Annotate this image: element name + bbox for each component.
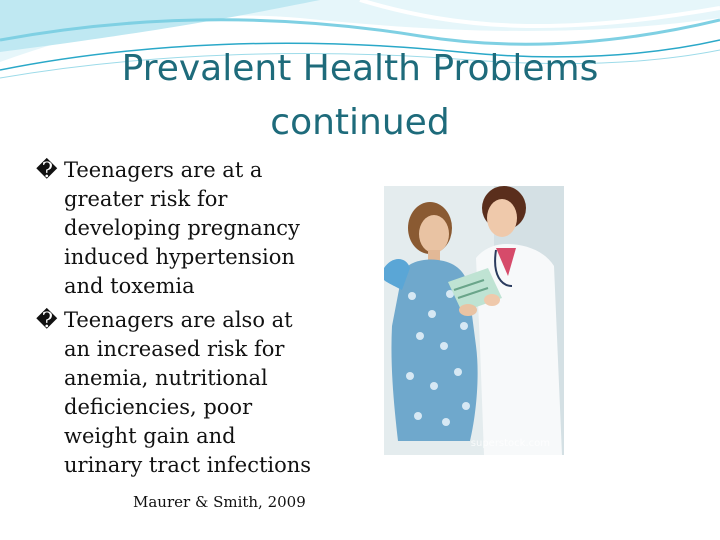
- bullet-icon: �: [36, 308, 58, 332]
- bullet-item: [36, 306, 336, 480]
- photo-doctor-and-pregnant-teen: [384, 186, 564, 455]
- title-line-2: continued: [270, 102, 450, 143]
- bullet-line: an increased risk for: [64, 337, 285, 361]
- bullet-line: urinary tract infections: [64, 453, 312, 477]
- bullet-item: [36, 156, 336, 301]
- citation: Maurer & Smith, 2009: [133, 493, 306, 511]
- bullet-line: Teenagers are at a: [64, 158, 263, 182]
- bullet-text: [64, 156, 336, 301]
- bullet-line: and toxemia: [64, 274, 195, 298]
- bullet-icon: �: [36, 158, 58, 182]
- bullet-list: [36, 156, 336, 485]
- bullet-line: Teenagers are also at: [64, 308, 293, 332]
- title-line-1: Prevalent Health Problems: [121, 48, 599, 89]
- bullet-line: anemia, nutritional: [64, 366, 268, 390]
- slide-title: [60, 42, 660, 150]
- bullet-text: [64, 306, 336, 480]
- photo-watermark: superstock.com: [470, 438, 550, 449]
- bullet-line: developing pregnancy: [64, 216, 300, 240]
- bullet-line: weight gain and: [64, 424, 236, 448]
- bullet-line: induced hypertension: [64, 245, 295, 269]
- photo-illustration: [384, 186, 564, 455]
- bullet-line: greater risk for: [64, 187, 228, 211]
- bullet-line: deficiencies, poor: [64, 395, 253, 419]
